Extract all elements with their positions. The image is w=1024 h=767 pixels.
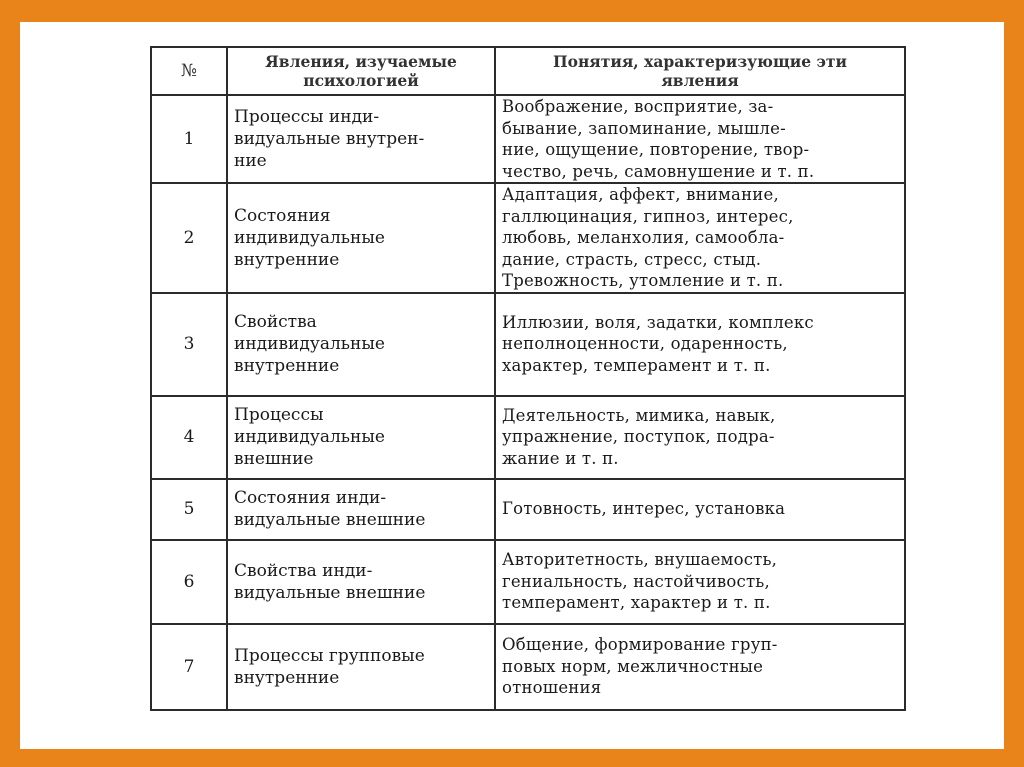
table-row: [151, 396, 905, 479]
row-number: 3: [151, 293, 227, 396]
row-concepts: Авторитетность, внушаемость, гениальность, настойчивость, темперамент, характер и т. п.: [495, 540, 905, 624]
table-row: [151, 293, 905, 396]
row-concepts: Иллюзии, воля, задатки, комплекс неполноценности, одаренность, характер, темперамент и т. п.: [495, 293, 905, 396]
table-row: [151, 479, 905, 540]
header-phenomena: Явления, изучаемые психологией: [227, 47, 495, 95]
row-concepts: Адаптация, аффект, внимание, галлюцинация, гипноз, интерес, любовь, меланхолия, самообла- дание, страсть, стресс, стыд. Тревожность, утомление и т. п.: [495, 183, 905, 293]
header-number: №: [151, 47, 227, 95]
row-phenomenon: Свойства инди- видуальные внешние: [227, 540, 495, 624]
row-phenomenon: Состояния инди- видуальные внешние: [227, 479, 495, 540]
row-number: 1: [151, 95, 227, 183]
row-phenomenon: Состояния индивидуальные внутренние: [227, 183, 495, 293]
row-phenomenon: Процессы индивидуальные внешние: [227, 396, 495, 479]
table-row: [151, 624, 905, 710]
table-row: [151, 95, 905, 183]
row-phenomenon: Процессы групповые внутренние: [227, 624, 495, 710]
row-concepts: Общение, формирование груп- повых норм, межличностные отношения: [495, 624, 905, 710]
table-header-row: [151, 47, 905, 95]
row-number: 5: [151, 479, 227, 540]
row-phenomenon: Свойства индивидуальные внутренние: [227, 293, 495, 396]
row-number: 4: [151, 396, 227, 479]
header-concepts: Понятия, характеризующие эти явления: [495, 47, 905, 95]
table-row: [151, 183, 905, 293]
row-concepts: Деятельность, мимика, навык, упражнение, поступок, подра- жание и т. п.: [495, 396, 905, 479]
row-number: 6: [151, 540, 227, 624]
row-number: 7: [151, 624, 227, 710]
row-number: 2: [151, 183, 227, 293]
table-row: [151, 540, 905, 624]
row-concepts: Готовность, интерес, установка: [495, 479, 905, 540]
row-concepts: Воображение, восприятие, за- бывание, запоминание, мышле- ние, ощущение, повторение, твор- чество, речь, самовнушение и т. п.: [495, 95, 905, 183]
row-phenomenon: Процессы инди- видуальные внутрен- ние: [227, 95, 495, 183]
psychology-phenomena-table: [150, 46, 906, 711]
